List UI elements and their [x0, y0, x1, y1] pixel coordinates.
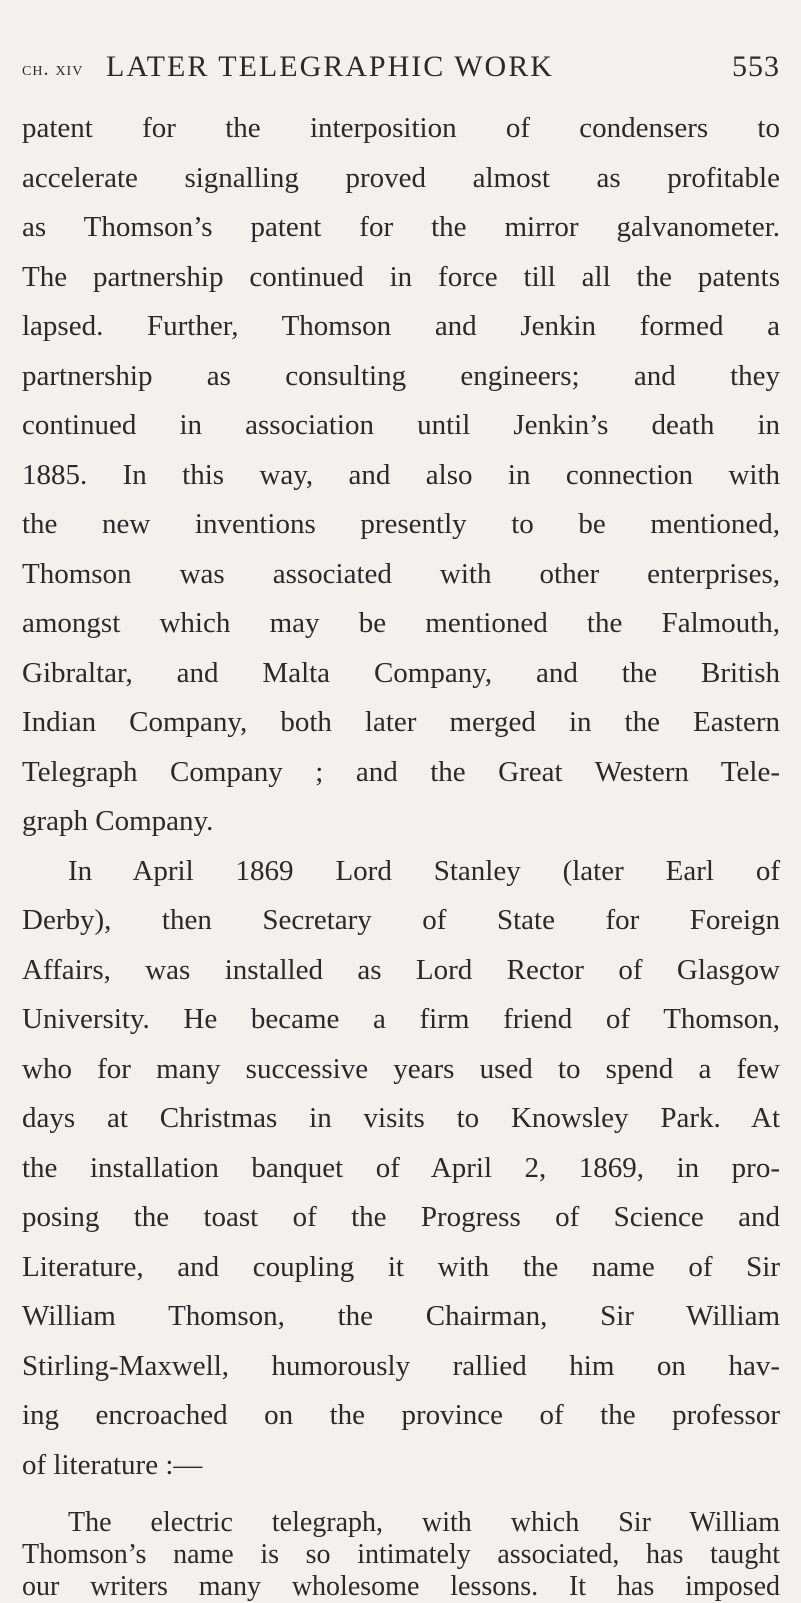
text-line: Thomson was associated with other enterprises, [22, 557, 780, 590]
text-line: patent for the interposition of condensers to [22, 112, 780, 144]
text-line: of literature :— [22, 1448, 203, 1481]
text-line: accelerate signalling proved almost as profitable [22, 161, 780, 194]
running-title: LATER TELEGRAPHIC WORK [106, 50, 554, 83]
paragraph-1 [22, 104, 780, 847]
text-line: Indian Company, both later merged in the Eastern [22, 706, 780, 738]
chapter-label: ch. xiv [22, 58, 84, 80]
text-line: Telegraph Company ; and the Great Western Tele- [22, 755, 780, 788]
text-line: In April 1869 Lord Stanley (later Earl of [68, 854, 780, 887]
text-line: amongst which may be mentioned the Falmouth, [22, 607, 780, 639]
quote-line: our writers many wholesome lessons. It has imposed [22, 1571, 780, 1602]
text-line: 1885. In this way, and also in connection with [22, 458, 780, 491]
running-header [22, 50, 780, 90]
text-line: posing the toast of the Progress of Science and [22, 1201, 780, 1233]
text-line: days at Christmas in visits to Knowsley Park. At [22, 1102, 780, 1134]
text-line: Literature, and coupling it with the name of Sir [22, 1250, 780, 1283]
page-number: 553 [732, 50, 780, 83]
text-line: William Thomson, the Chairman, Sir William [22, 1300, 780, 1332]
text-line: graph Company. [22, 805, 214, 837]
text-line: the new inventions presently to be mentioned, [22, 508, 780, 540]
text-line: Affairs, was installed as Lord Rector of Glasgow [22, 953, 780, 986]
text-line: as Thomson’s patent for the mirror galvanometer. [22, 211, 780, 243]
quote-line: The electric telegraph, with which Sir William [68, 1507, 780, 1538]
text-line: University. He became a firm friend of Thomson, [22, 1003, 780, 1035]
body-text [22, 104, 780, 1603]
block-quote [22, 1507, 780, 1603]
quote-line: Thomson’s name is so intimately associated, has taught [22, 1539, 780, 1570]
text-line: The partnership continued in force till all the patents [22, 260, 780, 293]
text-line: lapsed. Further, Thomson and Jenkin formed a [22, 310, 780, 342]
text-line: who for many successive years used to spend a few [22, 1052, 780, 1085]
text-line: Gibraltar, and Malta Company, and the British [22, 656, 780, 689]
quote-spacer [22, 1490, 780, 1507]
text-line: Stirling-Maxwell, humorously rallied him on hav- [22, 1349, 780, 1382]
text-line: ing encroached on the province of the professor [22, 1399, 780, 1431]
text-line: partnership as consulting engineers; and they [22, 359, 780, 392]
text-line: the installation banquet of April 2, 1869, in pro- [22, 1151, 780, 1184]
text-line: Derby), then Secretary of State for Foreign [22, 904, 780, 936]
text-line: continued in association until Jenkin’s death in [22, 409, 780, 441]
paragraph-2 [22, 847, 780, 1491]
